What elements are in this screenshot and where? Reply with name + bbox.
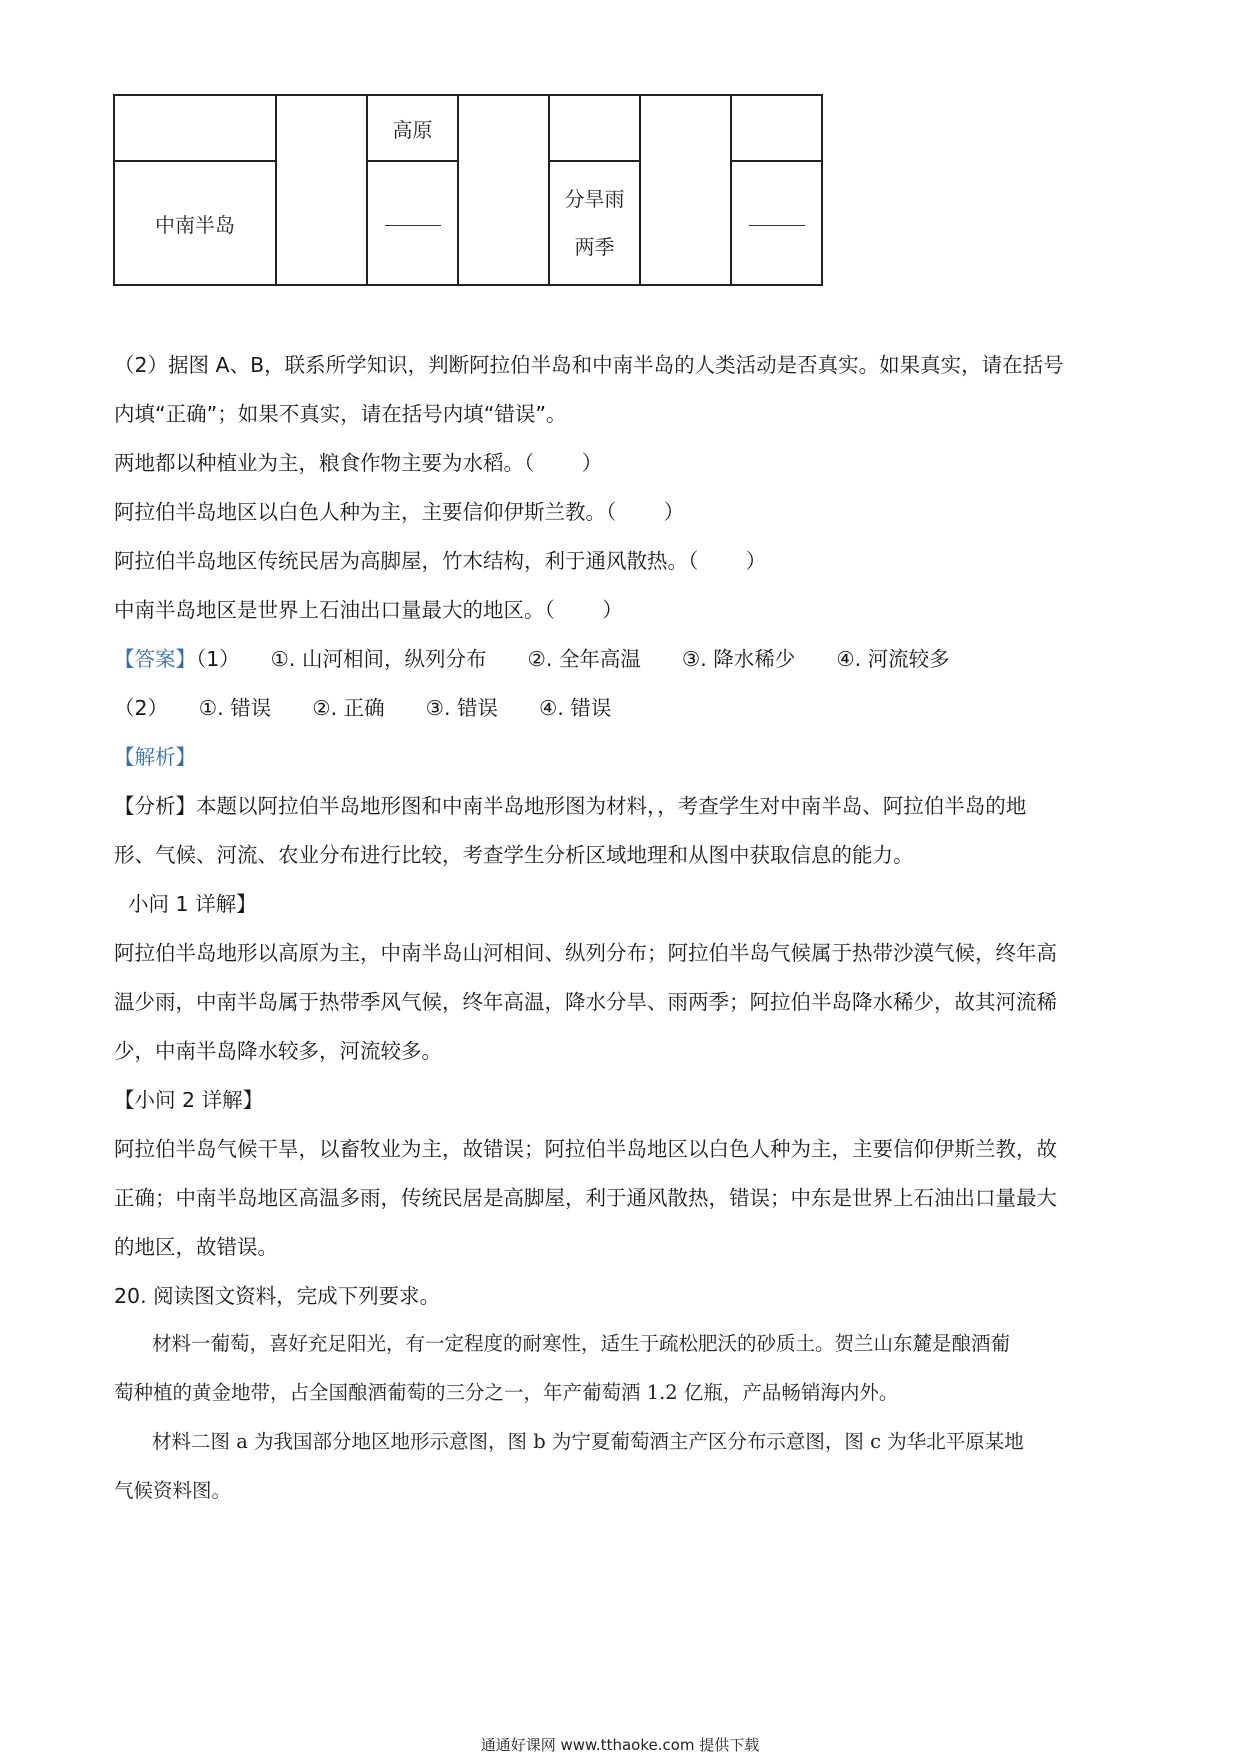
analysis-p3-line2: 正确；中南半岛地区高温多雨，传统民居是高脚屋，利于通风散热，错误；中东是世界上石油出口量最大 [114,1186,1057,1210]
analysis-label: 【解析】 [114,745,196,769]
q2-statement-3: 阿拉伯半岛地区传统民居为高脚屋，竹木结构，利于通风散热。（ ） [114,549,767,573]
table-cell [276,95,367,285]
table-cell [640,95,731,285]
table-cell [114,95,276,161]
answer-line1 [114,642,950,672]
table-cell [549,161,640,285]
answer-part1: （1） ①. 山河相间，纵列分布 ②. 全年高温 ③. 降水稀少 ④. 河流较多 [196,647,950,671]
table-cell [458,95,549,285]
answer-blank [385,224,441,226]
material-1-line1: 材料一葡萄，喜好充足阳光，有一定程度的耐寒性，适生于疏松肥沃的砂质土。贺兰山东麓是酿酒葡 [152,1332,1011,1355]
q2-statement-2: 阿拉伯半岛地区以白色人种为主，主要信仰伊斯兰教。（ ） [114,500,685,524]
analysis-p2-line2: 温少雨，中南半岛属于热带季风气候，终年高温，降水分旱、雨两季；阿拉伯半岛降水稀少，故其河流稀 [114,990,1057,1014]
q2-statement-4: 中南半岛地区是世界上石油出口量最大的地区。（ ） [114,598,623,622]
subquestion-2-heading: 【小问 2 详解】 [114,1088,264,1112]
analysis-p2-line3: 少，中南半岛降水较多，河流较多。 [114,1039,442,1063]
page-footer: 通通好课网 www.tthaoke.com 提供下载 [480,1736,760,1754]
answer-blank [749,224,805,226]
analysis-p3-line3: 的地区，故错误。 [114,1235,278,1259]
q2-statement-1: 两地都以种植业为主，粮食作物主要为水稻。（ ） [114,451,603,475]
answer-line2: （2） ①. 错误 ②. 正确 ③. 错误 ④. 错误 [114,696,612,720]
comparison-table [113,94,823,286]
analysis-p1-line2: 形、气候、河流、农业分布进行比较，考查学生分析区域地理和从图中获取信息的能力。 [114,843,914,867]
table-cell [731,95,822,161]
material-2-line2: 气候资料图。 [114,1479,232,1502]
analysis-p3-line1: 阿拉伯半岛气候干旱，以畜牧业为主，故错误；阿拉伯半岛地区以白色人种为主，主要信仰伊斯兰教，故 [114,1137,1057,1161]
question-20-title: 20. 阅读图文资料，完成下列要求。 [114,1284,441,1308]
analysis-p2-line1: 阿拉伯半岛地形以高原为主，中南半岛山河相间、纵列分布；阿拉伯半岛气候属于热带沙漠气候，终年高 [114,941,1057,965]
material-2-line1: 材料二图 a 为我国部分地区地形示意图，图 b 为宁夏葡萄酒主产区分布示意图，图 c 为华北平原某地 [152,1430,1024,1453]
q2-intro-line1: （2）据图 A、B，联系所学知识，判断阿拉伯半岛和中南半岛的人类活动是否真实。如果真实，请在括号 [114,353,1064,377]
subquestion-1-heading: 小问 1 详解】 [128,892,257,916]
q2-intro-line2: 内填“正确”；如果不真实，请在括号内填“错误”。 [114,402,567,426]
answer-label: 【答案】 [114,647,196,671]
table-cell-blank [731,161,822,285]
material-1-line2: 萄种植的黄金地带，占全国酿酒葡萄的三分之一，年产葡萄酒 1.2 亿瓶，产品畅销海内外。 [114,1381,899,1404]
analysis-p1-line1: 【分析】本题以阿拉伯半岛地形图和中南半岛地形图为材料，，考查学生对中南半岛、阿拉伯半岛的地 [114,794,1027,818]
table-cell [549,95,640,161]
table-cell-blank [367,161,458,285]
table-cell: 高原 [367,95,458,161]
cell-text: 分旱雨两季 [564,187,625,259]
table-cell: 中南半岛 [114,161,276,285]
